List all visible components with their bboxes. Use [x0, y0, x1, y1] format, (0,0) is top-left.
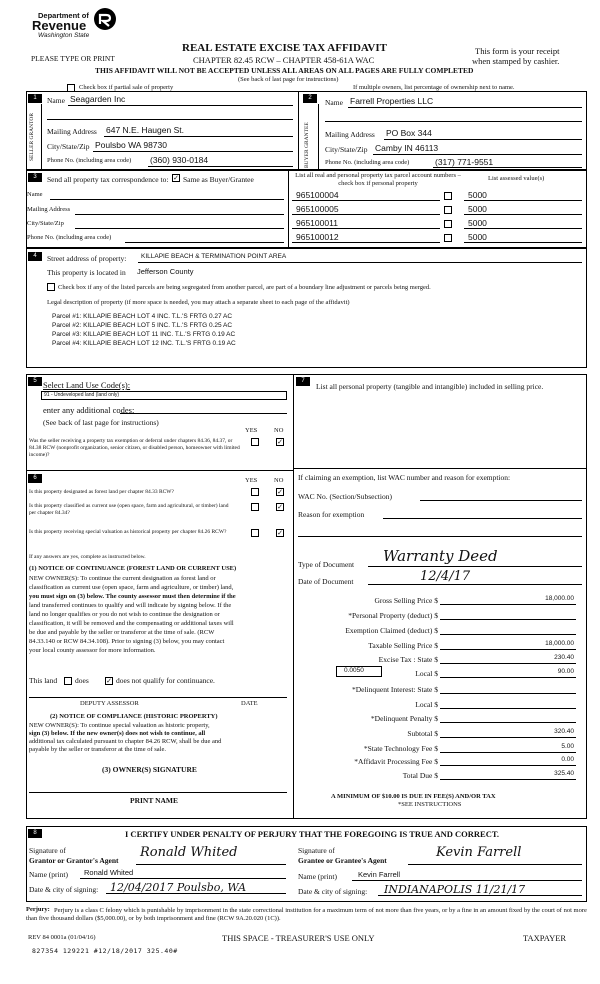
assessed-value[interactable]: 5000 [468, 232, 487, 242]
delinquent-interest-label: *Delinquent Interest: State $ [351, 685, 438, 694]
same-as-buyer-checkbox[interactable]: ✓ [173, 174, 179, 182]
total-due-label: Total Due $ [402, 771, 438, 780]
grantor-date-label: Date & city of signing: [29, 885, 99, 894]
multiple-owners-note: If multiple owners, list percentage of ownership next to name. [353, 84, 515, 91]
grantor-sig-label2: Grantor or Grantor's Agent [29, 856, 119, 865]
grantor-signature[interactable]: Ronald Whited [140, 845, 238, 860]
excise-local-value[interactable]: 90.00 [557, 668, 574, 675]
legal-label: Legal description of property (if more space is needed, you may attach a separate sheet to each page of the affidavit) [47, 299, 350, 306]
perjury-text: Perjury is a class C felony which is punishable by imprisonment in the state correctional institution for a maximum term of not more than five years, or by a fine in an amount fixed by the court of not more than five thousand dollars ($5,000.00), or by both imprisonment and fine (RCW 9A.20.020 (1C)). [26, 907, 587, 923]
county[interactable]: Jefferson County [137, 267, 194, 276]
excise-state-value[interactable]: 230.40 [554, 654, 574, 661]
section-number-5: 5 [28, 377, 42, 386]
seller-city-label: City/State/Zip [47, 142, 90, 151]
perjury-label: Perjury: [26, 906, 50, 913]
form-number: REV 84 0001a (01/04/16) [28, 934, 96, 941]
notice2-line: NEW OWNER(S): To continue special valuation as historic property, [29, 722, 210, 729]
local-rate: 0.0050 [344, 667, 364, 674]
notice2-title: (2) NOTICE OF COMPLIANCE (HISTORIC PROPERTY) [50, 713, 218, 720]
taxable-selling-value[interactable]: 18,000.00 [545, 640, 574, 647]
taxpayer-label: TAXPAYER [523, 933, 567, 943]
parcel-number[interactable]: 965100011 [296, 218, 338, 228]
same-as-buyer-label: Same as Buyer/Grantee [183, 175, 254, 184]
notice1-line: you must sign on (3) below. The county assessor must then determine if the [29, 593, 236, 600]
current-use-yes-checkbox[interactable] [251, 503, 259, 511]
this-land-label: This land [29, 676, 58, 685]
doc-date-label: Date of Document [298, 577, 354, 586]
corr-city-label: City/State/Zip [27, 220, 64, 227]
seller-mail-label: Mailing Address [47, 127, 97, 136]
subtotal-label: Subtotal $ [407, 729, 438, 738]
seller-phone[interactable]: (360) 930-0184 [150, 155, 209, 165]
excise-local-label: Local $ [415, 669, 438, 678]
wac-label: WAC No. (Section/Subsection) [298, 492, 392, 501]
excise-state-label: Excise Tax : State $ [378, 655, 438, 664]
parcel-number[interactable]: 965100005 [296, 204, 339, 214]
buyer-mail[interactable]: PO Box 344 [386, 128, 432, 138]
corr-mail-label: Mailing Address [27, 206, 71, 213]
gross-selling-value[interactable]: 18,000.00 [545, 595, 574, 602]
notice1-line: classification as current use (open space, farm and agriculture, or timber) land, [29, 584, 234, 591]
notice1-line: NEW OWNER(S): To continue the current designation as forest land or [29, 575, 216, 582]
owner-signature-label: (3) OWNER(S) SIGNATURE [102, 765, 197, 774]
seller-city[interactable]: Poulsbo WA 98730 [95, 140, 167, 150]
grantee-sig-label1: Signature of [298, 846, 335, 855]
section-number-8: 8 [28, 829, 42, 838]
tech-fee-label: *State Technology Fee $ [363, 744, 438, 753]
exemption-yes-checkbox[interactable] [251, 438, 259, 446]
legal-line: Parcel #2: KILLAPIE BEACH LOT 5 INC. T.L.'S FRTG 0.25 AC [52, 322, 233, 329]
notice1-line: classification, it will be removed and the compensating or additional taxes will [29, 620, 234, 627]
buyer-name-label: Name [325, 98, 343, 107]
legal-line: Parcel #4: KILLAPIE BEACH LOT 12 INC. T.L.'S FRTG 0.19 AC [52, 340, 236, 347]
parcel-header: List all real and personal property tax parcel account numbers – check box if personal property [295, 172, 461, 187]
historic-question: Is this property receiving special valuation as historical property per chapter 84.26 RCW? [29, 529, 227, 535]
grantee-sig-label2: Grantee or Grantee's Agent [298, 856, 387, 865]
assessed-header: List assessed value(s) [488, 175, 545, 182]
buyer-mail-label: Mailing Address [325, 130, 375, 139]
forest-question: Is this property designated as forest land per chapter 84.33 RCW? [29, 489, 174, 495]
dor-logo-icon [93, 7, 117, 31]
corr-name-label: Name [27, 191, 43, 198]
notice2-line: sign (3) below. If the new owner(s) does not wish to continue, all [29, 730, 206, 737]
does-checkbox[interactable] [64, 677, 72, 685]
minimum-fee-note: A MINIMUM OF $10.00 IS DUE IN FEE(S) AND/OR TAX [331, 793, 496, 800]
segregated-checkbox[interactable] [47, 283, 55, 291]
buyer-name[interactable]: Farrell Properties LLC [350, 96, 434, 106]
current-use-no-checkbox[interactable]: ✓ [277, 503, 283, 511]
notice1-line: be due and payable by the seller or transferor at the time of sale. (RCW [29, 629, 215, 636]
see-back: (See back of last page for instructions) [238, 76, 339, 83]
doc-date[interactable]: 12/4/17 [420, 569, 471, 584]
corr-phone-label: Phone No. (including area code) [27, 234, 112, 241]
assessed-value[interactable]: 5000 [468, 218, 487, 228]
doc-type-label: Type of Document [298, 560, 355, 569]
does-label: does [75, 676, 89, 685]
please-type: PLEASE TYPE OR PRINT [31, 54, 115, 63]
legal-line: Parcel #3: KILLAPIE BEACH LOT 11 INC. T.L.'S FRTG 0.19 AC [52, 331, 236, 338]
buyer-side-label: BUYER GRANTEE [304, 122, 310, 168]
reason-label: Reason for exemption [298, 510, 365, 519]
street-address[interactable]: KILLAPIE BEACH & TERMINATION POINT AREA [141, 253, 287, 260]
s6-no: NO [274, 477, 284, 484]
section-number-4: 4 [28, 252, 42, 261]
historic-no-checkbox[interactable]: ✓ [277, 529, 283, 537]
correspondence-label: Send all property tax correspondence to: [47, 175, 169, 184]
legal-line: Parcel #1: KILLAPIE BEACH LOT 4 INC. T.L.'S FRTG 0.27 AC [52, 313, 233, 320]
notice1-line: your local county assessor for more information. [29, 647, 156, 654]
processing-fee-value[interactable]: 0.00 [561, 756, 574, 763]
dept-line1: Department of [38, 11, 89, 20]
exemption-no-checkbox[interactable]: ✓ [277, 438, 283, 446]
s6-yes: YES [245, 477, 258, 484]
grantee-name[interactable]: Kevin Farrell [358, 870, 401, 879]
street-label: Street address of property: [47, 254, 127, 263]
delinquent-local-label: Local $ [415, 700, 438, 709]
processing-fee-label: *Affidavit Processing Fee $ [354, 757, 438, 766]
personal-property-label-row: *Personal Property (deduct) $ [348, 611, 438, 620]
grantor-sig-label1: Signature of [29, 846, 66, 855]
buyer-phone[interactable]: (317) 771-9551 [435, 157, 494, 167]
grantee-date-label: Date & city of signing: [298, 887, 368, 896]
section-number-6: 6 [28, 474, 42, 483]
assessed-value[interactable]: 5000 [468, 204, 487, 214]
gross-selling-label: Gross Selling Price $ [374, 596, 438, 605]
receipt-line1: This form is your receipt [475, 46, 560, 56]
grantee-date-city[interactable]: INDIANAPOLIS 11/21/17 [384, 883, 526, 896]
personal-property-label: List all personal property (tangible and intangible) included in selling price. [316, 382, 544, 391]
section-4 [26, 248, 587, 368]
notice2-line: additional tax calculated pursuant to chapter 84.26 RCW, shall be due and [29, 738, 222, 745]
forest-yes-checkbox[interactable] [251, 488, 259, 496]
subtotal-value[interactable]: 320.40 [554, 728, 574, 735]
grantee-name-label: Name (print) [298, 872, 337, 881]
taxable-selling-label: Taxable Selling Price $ [368, 641, 438, 650]
segregated-label: Check box if any of the listed parcels are being segregated from another parcel, are part of a boundary line adjustment or parcels being merged. [58, 284, 431, 291]
seller-phone-label: Phone No. (including area code) [47, 157, 132, 164]
does-not-label: does not qualify for continuance. [116, 676, 215, 685]
personal-property-checkbox[interactable] [444, 234, 452, 242]
certify-statement: I CERTIFY UNDER PENALTY OF PERJURY THAT THE FOREGOING IS TRUE AND CORRECT. [125, 829, 500, 839]
buyer-phone-label: Phone No. (including area code) [325, 159, 410, 166]
section-number-2: 2 [303, 94, 317, 103]
section-number-7: 7 [296, 377, 310, 386]
seller-name-label: Name [47, 96, 65, 105]
buyer-city[interactable]: Camby IN 46113 [375, 143, 439, 153]
exemption-claim-label: If claiming an exemption, list WAC number and reason for exemption: [298, 473, 511, 482]
personal-property-checkbox[interactable] [444, 206, 452, 214]
parcel-number[interactable]: 965100004 [296, 190, 339, 200]
buyer-city-label: City/State/Zip [325, 145, 368, 154]
assessed-value[interactable]: 5000 [468, 190, 487, 200]
exemption-claimed-label: Exemption Claimed (deduct) $ [345, 626, 438, 635]
section-number-1: 1 [28, 94, 42, 103]
forest-no-checkbox[interactable]: ✓ [277, 488, 283, 496]
deputy-assessor-label: DEPUTY ASSESSOR [80, 700, 139, 707]
cashier-stamp: 827354 129221 #12/18/2017 325.40# [32, 947, 178, 955]
seller-side-label: SELLER GRANTOR [29, 112, 35, 162]
notice1-title: (1) NOTICE OF CONTINUANCE (FOREST LAND OR CURRENT USE) [29, 565, 237, 572]
notice1-line: land transferred continues to qualify and will indicate by signing below. If the [29, 602, 232, 609]
doc-type[interactable]: Warranty Deed [383, 547, 498, 565]
dept-line3: Washington State [38, 32, 90, 39]
delinquent-penalty-label: *Delinquent Penalty $ [370, 714, 438, 723]
deputy-date-label: DATE [241, 700, 258, 707]
tech-fee-value[interactable]: 5.00 [561, 743, 574, 750]
s5-no: NO [274, 427, 284, 434]
partial-sale-label: Check box if partial sale of property [79, 84, 174, 91]
grantor-date-city[interactable]: 12/04/2017 Poulsbo, WA [110, 881, 247, 894]
seller-mail[interactable]: 647 N.E. Haugen St. [106, 125, 184, 135]
grantee-signature[interactable]: Kevin Farrell [436, 845, 522, 860]
section-number-3: 3 [28, 173, 42, 182]
land-use-label: Select Land Use Code(s): [43, 380, 131, 390]
warning-text: THIS AFFIDAVIT WILL NOT BE ACCEPTED UNLESS ALL AREAS ON ALL PAGES ARE FULLY COMPLETED [95, 66, 474, 75]
historic-yes-checkbox[interactable] [251, 529, 259, 537]
exemption-question: Was the seller receiving a property tax exemption or deferral under chapters 84.36, 84.37, or 84.38 RCW (nonprofit organization, senior citizen, or disabled person, homeowner with limited income)? [29, 438, 240, 459]
located-label: This property is located in [47, 268, 126, 277]
current-use-question: Is this property classified as current use (open space, farm and agricultural, or timber) land per chapter 84.34? [29, 503, 229, 517]
treasurer-use: THIS SPACE - TREASURER'S USE ONLY [222, 933, 375, 943]
personal-property-checkbox[interactable] [444, 192, 452, 200]
if-yes-note: If any answers are yes, complete as instructed below. [29, 554, 146, 560]
receipt-line2: when stamped by cashier. [472, 56, 560, 66]
total-due-value[interactable]: 325.40 [554, 770, 574, 777]
see-instructions: *SEE INSTRUCTIONS [398, 801, 462, 808]
land-use-value: 91 - Undeveloped land (land only) [44, 392, 120, 398]
seller-name[interactable]: Seagarden Inc [70, 94, 126, 104]
chapters: CHAPTER 82.45 RCW – CHAPTER 458-61A WAC [193, 55, 375, 65]
additional-codes-label: enter any additional codes: [43, 405, 135, 415]
land-use-see-back: (See back of last page for instructions) [43, 418, 159, 427]
grantor-name[interactable]: Ronald Whited [84, 868, 134, 877]
print-name-label: PRINT NAME [130, 796, 178, 805]
s5-yes: YES [245, 427, 258, 434]
notice2-line: payable by the seller or transferor at the time of sale. [29, 746, 166, 753]
notice1-line: 84.33.140 or RCW 84.34.108). Prior to signing (3) below, you may contact [29, 638, 225, 645]
notice1-line: land no longer qualifies or you do not wish to continue the designation or [29, 611, 220, 618]
does-not-checkbox[interactable]: ✓ [106, 677, 112, 685]
parcel-number[interactable]: 965100012 [296, 232, 339, 242]
personal-property-checkbox[interactable] [444, 220, 452, 228]
grantor-name-label: Name (print) [29, 870, 68, 879]
form-title: REAL ESTATE EXCISE TAX AFFIDAVIT [182, 42, 387, 54]
dept-line2: Revenue [32, 18, 87, 33]
